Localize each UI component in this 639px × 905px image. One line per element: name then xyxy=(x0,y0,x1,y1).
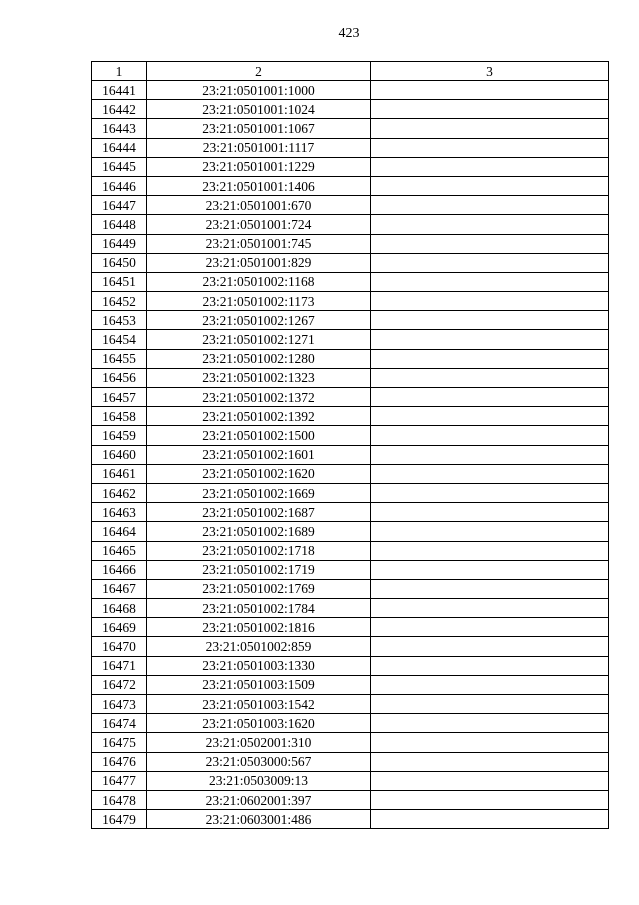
note-cell xyxy=(371,81,609,100)
table-row xyxy=(92,695,609,714)
table-row xyxy=(92,81,609,100)
cadastral-number-cell: 23:21:0501002:1168 xyxy=(147,272,371,291)
table-row xyxy=(92,656,609,675)
note-cell xyxy=(371,138,609,157)
note-cell xyxy=(371,637,609,656)
table-row xyxy=(92,579,609,598)
cadastral-number-cell: 23:21:0501002:1687 xyxy=(147,503,371,522)
row-number-cell: 16462 xyxy=(92,483,147,502)
column-header-1: 1 xyxy=(92,62,147,81)
note-cell xyxy=(371,771,609,790)
table-row xyxy=(92,119,609,138)
registry-table xyxy=(91,61,609,829)
cadastral-number-cell: 23:21:0501001:1229 xyxy=(147,157,371,176)
note-cell xyxy=(371,368,609,387)
note-cell xyxy=(371,522,609,541)
cadastral-number-cell: 23:21:0501002:1719 xyxy=(147,560,371,579)
column-header-2: 2 xyxy=(147,62,371,81)
row-number-cell: 16467 xyxy=(92,579,147,598)
row-number-cell: 16443 xyxy=(92,119,147,138)
row-number-cell: 16460 xyxy=(92,445,147,464)
cadastral-number-cell: 23:21:0501001:1024 xyxy=(147,100,371,119)
table-row xyxy=(92,330,609,349)
cadastral-number-cell: 23:21:0603001:486 xyxy=(147,810,371,829)
note-cell xyxy=(371,157,609,176)
table-row xyxy=(92,253,609,272)
cadastral-number-cell: 23:21:0501002:1323 xyxy=(147,368,371,387)
cadastral-number-cell: 23:21:0501003:1330 xyxy=(147,656,371,675)
table-row xyxy=(92,733,609,752)
table-row xyxy=(92,790,609,809)
row-number-cell: 16464 xyxy=(92,522,147,541)
row-number-cell: 16446 xyxy=(92,176,147,195)
cadastral-number-cell: 23:21:0501001:745 xyxy=(147,234,371,253)
cadastral-number-cell: 23:21:0501001:670 xyxy=(147,196,371,215)
cadastral-number-cell: 23:21:0501001:1000 xyxy=(147,81,371,100)
cadastral-number-cell: 23:21:0501002:1689 xyxy=(147,522,371,541)
cadastral-number-cell: 23:21:0501002:1718 xyxy=(147,541,371,560)
row-number-cell: 16474 xyxy=(92,714,147,733)
table-row xyxy=(92,445,609,464)
note-cell xyxy=(371,810,609,829)
note-cell xyxy=(371,272,609,291)
cadastral-number-cell: 23:21:0501003:1542 xyxy=(147,695,371,714)
table-row xyxy=(92,272,609,291)
note-cell xyxy=(371,196,609,215)
note-cell xyxy=(371,215,609,234)
row-number-cell: 16444 xyxy=(92,138,147,157)
row-number-cell: 16451 xyxy=(92,272,147,291)
cadastral-number-cell: 23:21:0503000:567 xyxy=(147,752,371,771)
note-cell xyxy=(371,292,609,311)
note-cell xyxy=(371,695,609,714)
note-cell xyxy=(371,599,609,618)
cadastral-number-cell: 23:21:0501002:1280 xyxy=(147,349,371,368)
table-row xyxy=(92,752,609,771)
cadastral-number-cell: 23:21:0501002:1372 xyxy=(147,388,371,407)
note-cell xyxy=(371,407,609,426)
table-body xyxy=(92,81,609,829)
row-number-cell: 16456 xyxy=(92,368,147,387)
cadastral-number-cell: 23:21:0502001:310 xyxy=(147,733,371,752)
table-row xyxy=(92,349,609,368)
note-cell xyxy=(371,253,609,272)
table-row xyxy=(92,292,609,311)
note-cell xyxy=(371,503,609,522)
row-number-cell: 16448 xyxy=(92,215,147,234)
row-number-cell: 16450 xyxy=(92,253,147,272)
row-number-cell: 16453 xyxy=(92,311,147,330)
table-row xyxy=(92,771,609,790)
note-cell xyxy=(371,618,609,637)
cadastral-number-cell: 23:21:0501002:1769 xyxy=(147,579,371,598)
row-number-cell: 16479 xyxy=(92,810,147,829)
note-cell xyxy=(371,733,609,752)
note-cell xyxy=(371,311,609,330)
cadastral-number-cell: 23:21:0501002:1669 xyxy=(147,483,371,502)
cadastral-number-cell: 23:21:0501003:1620 xyxy=(147,714,371,733)
table-row xyxy=(92,388,609,407)
column-header-3: 3 xyxy=(371,62,609,81)
note-cell xyxy=(371,349,609,368)
row-number-cell: 16449 xyxy=(92,234,147,253)
row-number-cell: 16454 xyxy=(92,330,147,349)
cadastral-number-cell: 23:21:0501002:1271 xyxy=(147,330,371,349)
row-number-cell: 16458 xyxy=(92,407,147,426)
cadastral-number-cell: 23:21:0501002:1267 xyxy=(147,311,371,330)
row-number-cell: 16478 xyxy=(92,790,147,809)
table-row xyxy=(92,675,609,694)
table-row xyxy=(92,176,609,195)
cadastral-number-cell: 23:21:0501002:859 xyxy=(147,637,371,656)
cadastral-number-cell: 23:21:0501002:1784 xyxy=(147,599,371,618)
row-number-cell: 16445 xyxy=(92,157,147,176)
note-cell xyxy=(371,100,609,119)
cadastral-number-cell: 23:21:0602001:397 xyxy=(147,790,371,809)
cadastral-number-cell: 23:21:0501001:829 xyxy=(147,253,371,272)
table-row xyxy=(92,560,609,579)
row-number-cell: 16465 xyxy=(92,541,147,560)
row-number-cell: 16475 xyxy=(92,733,147,752)
row-number-cell: 16469 xyxy=(92,618,147,637)
row-number-cell: 16441 xyxy=(92,81,147,100)
table-row xyxy=(92,196,609,215)
table-row xyxy=(92,138,609,157)
note-cell xyxy=(371,445,609,464)
row-number-cell: 16463 xyxy=(92,503,147,522)
table-row xyxy=(92,503,609,522)
table-row xyxy=(92,464,609,483)
note-cell xyxy=(371,426,609,445)
table-row xyxy=(92,368,609,387)
row-number-cell: 16461 xyxy=(92,464,147,483)
note-cell xyxy=(371,119,609,138)
row-number-cell: 16473 xyxy=(92,695,147,714)
row-number-cell: 16466 xyxy=(92,560,147,579)
row-number-cell: 16470 xyxy=(92,637,147,656)
table-header xyxy=(92,62,609,81)
note-cell xyxy=(371,388,609,407)
note-cell xyxy=(371,234,609,253)
cadastral-number-cell: 23:21:0501002:1392 xyxy=(147,407,371,426)
row-number-cell: 16472 xyxy=(92,675,147,694)
table-row xyxy=(92,714,609,733)
table-row xyxy=(92,483,609,502)
page-number: 423 xyxy=(338,26,360,41)
cadastral-number-cell: 23:21:0501001:724 xyxy=(147,215,371,234)
table-row xyxy=(92,541,609,560)
cadastral-number-cell: 23:21:0501002:1173 xyxy=(147,292,371,311)
cadastral-number-cell: 23:21:0501002:1620 xyxy=(147,464,371,483)
table-row xyxy=(92,311,609,330)
table-row xyxy=(92,426,609,445)
cadastral-number-cell: 23:21:0501003:1509 xyxy=(147,675,371,694)
table-row xyxy=(92,810,609,829)
table-row xyxy=(92,599,609,618)
cadastral-number-cell: 23:21:0501001:1117 xyxy=(147,138,371,157)
note-cell xyxy=(371,176,609,195)
row-number-cell: 16455 xyxy=(92,349,147,368)
table-row xyxy=(92,234,609,253)
cadastral-number-cell: 23:21:0501002:1816 xyxy=(147,618,371,637)
note-cell xyxy=(371,714,609,733)
row-number-cell: 16476 xyxy=(92,752,147,771)
header-row xyxy=(92,62,609,81)
table-row xyxy=(92,522,609,541)
table-row xyxy=(92,157,609,176)
row-number-cell: 16468 xyxy=(92,599,147,618)
table-row xyxy=(92,215,609,234)
note-cell xyxy=(371,579,609,598)
row-number-cell: 16447 xyxy=(92,196,147,215)
note-cell xyxy=(371,656,609,675)
table-row xyxy=(92,618,609,637)
table-row xyxy=(92,100,609,119)
cadastral-number-cell: 23:21:0501002:1500 xyxy=(147,426,371,445)
row-number-cell: 16459 xyxy=(92,426,147,445)
row-number-cell: 16457 xyxy=(92,388,147,407)
table-row xyxy=(92,637,609,656)
row-number-cell: 16471 xyxy=(92,656,147,675)
row-number-cell: 16442 xyxy=(92,100,147,119)
note-cell xyxy=(371,541,609,560)
table-row xyxy=(92,407,609,426)
cadastral-number-cell: 23:21:0501001:1067 xyxy=(147,119,371,138)
cadastral-number-cell: 23:21:0501001:1406 xyxy=(147,176,371,195)
note-cell xyxy=(371,330,609,349)
cadastral-number-cell: 23:21:0503009:13 xyxy=(147,771,371,790)
note-cell xyxy=(371,675,609,694)
note-cell xyxy=(371,752,609,771)
note-cell xyxy=(371,560,609,579)
note-cell xyxy=(371,464,609,483)
note-cell xyxy=(371,483,609,502)
row-number-cell: 16452 xyxy=(92,292,147,311)
cadastral-number-cell: 23:21:0501002:1601 xyxy=(147,445,371,464)
row-number-cell: 16477 xyxy=(92,771,147,790)
note-cell xyxy=(371,790,609,809)
